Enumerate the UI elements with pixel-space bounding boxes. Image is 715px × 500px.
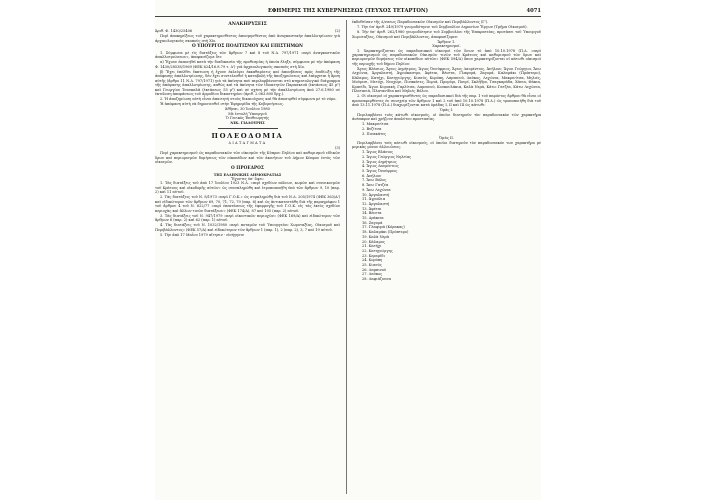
decision-number: Άριθ. Φ. 1430/25406 — [155, 29, 193, 33]
list-item: 16. Ζαγορά — [362, 220, 383, 225]
list-item: 2. Ἅγιος Γεώργιος Νηλείας — [362, 154, 412, 159]
ministry-heading: Ο ΥΠΟΥΡΓΟΣ ΠΟΛΙΤΙΣΜΟΥ ΚΑΙ ΕΠΙΣΤΗΜΩΝ — [192, 43, 303, 49]
list-item: 14. Βένετα — [362, 211, 382, 216]
group-2-title: Ὁμὰς ΙΙ. — [439, 136, 454, 141]
list-item: 15. Δράκεια — [362, 216, 384, 221]
left-column — [155, 20, 340, 238]
list-item: 13. Ἀφέται — [362, 206, 382, 211]
signature-for: Μὲ ἐντολὴ Ὑπουργοῦ — [228, 111, 267, 116]
consideration-item: 2. Τὰς διατάξεις τοῦ Ν. 8/1973 «περὶ Γ.Ο.Κ.» ὡς συμπληρώθη διὰ τοῦ Ν.Δ. 205/1974 (ΦΕΚ 363/Α') καὶ εἰδικώτερον τῶν ἄρθρων 69, 70, 71, 72, 79 (παρ. 6) καὶ ὡς ἀντικατεστάθη διὰ τῆς παραγράφου 1 τοῦ ἄρθρου 4 τοῦ Ν. 622/77 «περὶ ἐπεκτάσεως τῆς ἐφαρμογῆς τοῦ Γ.Ο.Κ. εἰς τὰς ἐκτὸς σχεδίου περιοχὰς καὶ ἄλλων τινῶν διατάξεων» (ΦΕΚ 174/Α), 87 καὶ 105 (παρ. 2) αὐτοῦ. — [155, 195, 340, 213]
column-divider — [346, 20, 347, 494]
list-item: 28. Λαφιάζουσα — [362, 277, 392, 282]
president-subtitle: ΤΗΣ ΕΛΛΗΝΙΚΗΣ ΔΗΜΟΚΡΑΤΙΑΣ — [213, 172, 282, 177]
article-1-subheading: Χαρακτηρισμοί. — [432, 44, 461, 49]
consideration-item: 7. Τὴν ὑπ' ἀριθ. 249/1979 γνωμοδότησιν τοῦ Συμβουλίου Δημοσίων Ἔργων (Τμῆμα Οἰκισμοῦ). — [357, 25, 528, 30]
continued-paragraph: ἐκδοθεῖσαν τῆς Δ/νσεως Παραδοσιακῶν Οἰκισμῶν καὶ Περιβάλλοντος (Γ'). — [352, 20, 489, 24]
article-paragraph: 2. Οἱ οἰκισμοὶ οἱ χαρακτηρισθέντες ὡς παραδοσιακοὶ διὰ τῆς παρ. 1 τοῦ παρόντος ἄρθρου θὰ εἶναι οἱ προαναφερθέντες ἐν συνεχείᾳ τῶν ἄρθρων 1 καὶ 2 τοῦ ἀπὸ 10.10.1978 (Π.Δ.) ὡς τροποποιήθη διὰ τοῦ ἀπὸ 13.11.1978 (Π.Δ.) διαχωρίζονται κατὰ ὁμάδας Ι, ΙΙ καὶ ΙΙΙ ὡς κάτωθι: — [352, 94, 541, 108]
group-1-title: Ὁμὰς Ι. — [439, 108, 454, 113]
consideration-item: 5. Τὴν ἀπὸ 17 Μαΐου 1979 αἴτησιν - εἰσήγησιν — [160, 232, 245, 237]
list-item: 8. Ἄνω Γατζέα — [362, 183, 389, 188]
list-item: 6. Ἀνήλιον — [362, 173, 382, 178]
consideration-item: 8. Τὴν ὑπ' ἀριθ. 262/1980 γνωμοδότησιν τοῦ Συμβουλίου τῆς Ἐπικρατείας, προτάσει τοῦ Ὑπουργοῦ Χωροταξίας, Οἰκισμοῦ καὶ Περιβάλλοντος, ἀποφασίζομεν: — [352, 30, 541, 39]
list-item: 3. Πινακάτες — [362, 131, 386, 136]
header-rule — [155, 16, 541, 17]
section-subtitle-diatagmata: ΔΙΑΤΑΓΜΑΤΑ — [228, 141, 267, 146]
list-item: 21. Κατήχι — [362, 244, 382, 249]
article-1-heading: Ἄρθρον 1. — [437, 39, 456, 44]
decision-number-line — [155, 29, 340, 33]
list-item: 22. Κατηγιώργης — [362, 248, 393, 253]
list-item: 23. Κεραμίδι — [362, 253, 385, 258]
group-2-list — [352, 150, 541, 282]
list-item: 20. Κάλαμος — [362, 239, 385, 244]
decree-ref-line — [155, 146, 340, 150]
decision-paragraph: Ἡ ἀπόφαση αὐτὴ νὰ δημοσιευθεῖ στὴν Ἐφημερίδα τῆς Κυβερνήσεως. — [160, 102, 284, 107]
decision-paragraph: β) Ἔχει ἐπέλθει ἔκπτωση ἡ ἔχουν ἐκλείψει ἐκκαθαρίσεις καὶ ἀποσβέσεις πρὸς ἐπιδίωξη τῆς ἀπόφασης ἀπαλλοτρίωσης, δὲν ἔχει συντελεσθεῖ ἡ καταβολὴ τῆς ἀποζημιώσεως καὶ ἐπέρχεται ἡ ἄρση αὐτῆς (ἄρθρο 11 Ν.Δ. 797/1971) γιὰ τὰ ἀκίνητα ποὺ περιλαμβάνονται στὸ κτηματολογικὸ διάγραμμα τῆς ἀπόφασης ἀπαλλοτρίωσης, καθὼς καὶ τὰ ἀκίνητα τῶν ἰδιοκτητῶν Παρασκευᾶ (ἐκτάσεως 45 μ²) καὶ Γεωργίου Τσουκαλᾶ (ἐκτάσεως 55 μ²) καὶ σὲ σχέση μὲ τὴν ἀπαλλοτρίωση ἀπὸ 27.6.1980 σὲ ἐκτέλεση ἀποφάσεως τοῦ ἀρμοδίου δικαστηρίου (ἀριθ. 2.063.800 δρχ.). — [155, 69, 340, 97]
list-item: 3. Ἅγιος Δημήτριος — [362, 159, 397, 164]
group-1-description: Περιλαμβάνει τοὺς κάτωθι οἰκισμούς, οἱ ὁποῖοι διατηροῦν τὸν παραδοσιακὸν τῶν χαρακτῆρα ἀνέπαφον καὶ χρήζουν ἀπολύτου προστασίας. — [352, 112, 541, 122]
president-title: Ο ΠΡΟΕΔΡΟΣ — [231, 165, 264, 171]
list-item: 18. Καλαμάκι (Πρόπτερο) — [362, 230, 409, 235]
date-line: Ἀθῆναι, 30 Ἰουλίου 1980 — [225, 107, 270, 112]
decision-paragraph: α) Ἔχουν ἐκποιηθεῖ κατὰ τὴν διαδικασία τῆς προθεσμίας ἡ ὁποία ἔληξε, σύμφωνα μὲ τὴν ἀπόφαση Φ. 1430/28538/1969 (ΦΕΚ 624/16.8.79 τ. Δ') γιὰ ἀρχαιολογικοὺς σκοποὺς στὴ Χίο. — [155, 60, 340, 69]
decision-paragraph: 2. Ἡ ἀποζημίωση αὐτὴ εἶναι ἀπαιτητὴ στοὺς δικαιούχους καὶ θὰ ἀποσυρθεῖ σύμφωνα μὲ τὸ νόμο. — [160, 97, 337, 102]
decision-paragraph: 1. Σύμφωνα μὲ τὶς διατάξεις τῶν ἄρθρων 7 καὶ 8 τοῦ Ν.Δ. 797/1971 «περὶ ἀναγκαστικῶν ἀπαλλοτριώσεων», ἀποφασίζομε ὅτι: — [155, 50, 340, 60]
decree-subject: Περὶ χαρακτηρισμοῦ ὡς παραδοσιακῶν τῶν οἰκισμῶν τῆς Κύπρου Πηλίου καὶ καθορισμοῦ εἰδικῶν ὅρων καὶ περιορισμῶν δομήσεως τῶν οἰκοπέδων καὶ τῶν ἀκινήτων τοῦ Δήμου Κύπρου ἐντὸς τῶν οἰκισμῶν. — [155, 151, 340, 165]
header-title: ΕΦΗΜΕΡΙΣ ΤΗΣ ΚΥΒΕΡΝΗΣΕΩΣ (ΤΕΥΧΟΣ ΤΕΤΑΡΤΟΝ) — [267, 8, 429, 14]
consideration-item: 3. Τὰς διατάξεις τοῦ Ν. 947/1979 «περὶ οἰκιστικῶν περιοχῶν» (ΦΕΚ 169/Α) καὶ εἰδικώτερον τῶν ἄρθρων 6 (παρ. 2) καὶ 62 (παρ. 1) αὐτοῦ. — [155, 213, 340, 223]
list-item: 10. Ἀργαλαστή — [362, 192, 390, 197]
right-column — [352, 20, 541, 282]
group-2-description: Περιλαμβάνει τοὺς κάτωθι οἰκισμούς, οἱ ὁποῖοι διατηροῦν τὸν παραδοσιακόν των χαρακτῆρα μὲ μερικὰς μόνον ἀλλοιώσεις. — [352, 140, 541, 150]
page-header — [155, 8, 541, 16]
list-item: 24. Κορόπη — [362, 258, 383, 263]
list-item: 19. Καλὰ Νερά — [362, 234, 390, 239]
list-item: 1. Μακρινίτσα — [362, 122, 389, 127]
consideration-item: 4. Τὰς διατάξεις τοῦ Ν. 1032/1980 «περὶ ποταμῶν τοῦ Ὑπουργείου Χωροταξίας, Οἰκισμοῦ καὶ Περιβάλλοντος» (ΦΕΚ 57/Α) καὶ εἰδικώτερον τῶν ἄρθρων 1 (παρ. 1), 2 (παρ. 2), 3, 7 καὶ 19 αὐτοῦ. — [155, 223, 340, 232]
decree-ref: (3) — [334, 146, 340, 151]
separator-line — [218, 128, 278, 129]
list-item: 5. Ἅγιος Ὀνούφριος — [362, 169, 398, 173]
list-item: 9. Ἄνω Λεχώνια — [362, 187, 391, 192]
signature-name: ΝΙΚ. ΓΙΑΛΟΥΡΗΣ — [230, 120, 265, 125]
list-item: 12. Ἀργαλαστή — [362, 201, 390, 206]
signature-role: Ὁ Γενικὸς Ἐπιθεωρητὴς — [225, 116, 270, 121]
decision-subject: Περὶ ἀποκηρύξεως τοῦ χαρακτηρισθέντος ἀποσμησθέντος ἀπὸ ἀναγκαστικὴν ἀπαλλοτρίωσιν γιὰ ἀρχαιολογικοὺς σκοποὺς στὴ Χίο. — [155, 34, 340, 43]
newspaper-page — [155, 0, 541, 500]
section-title-anakiryxeis: ΑΝΑΚΗΡΥΞΕΙΣ — [228, 21, 267, 27]
list-item: 27. Λαύκος — [362, 272, 383, 277]
list-item: 26. Λαμπινού — [362, 267, 387, 272]
list-item: 11. Ἀγριόλια — [362, 197, 386, 202]
list-item: 1. Ἅγιος Βλάσιος — [362, 150, 394, 155]
list-item: 4. Ἅγιος Λαυρέντιος — [362, 164, 399, 169]
list-item: 25. Κισσός — [362, 263, 382, 268]
list-item: 7. Ἄνω Βόλος — [362, 178, 387, 183]
list-item: 2. Βυζίτσα — [362, 126, 382, 131]
list-item: 17. Γλαφυρά (Κόρακας) — [362, 225, 405, 230]
having-in-mind: Ἔχοντες ὑπ' ὄψει: — [231, 177, 264, 182]
group-1-list — [352, 122, 541, 136]
article-paragraph: 1. Χαρακτηρίζονται ὡς παραδοσιακοὶ οἰκισμοὶ τῶν ὅσων τὸ ἀπὸ 10.10.1978 (Π.Δ. «περὶ χαρακτηρισμοῦ ὡς παραδοσιακῶν Οἰκισμῶν τινῶν τοῦ Κράτους καὶ καθορισμοῦ τῶν ὅρων καὶ περιορισμῶν δομήσεως τῶν οἰκοπέδων αὐτῶν» (ΦΕΚ 594/Δ) ὅπου χαρακτηρίζονται οἱ κάτωθι οἰκισμοὶ τῆς περιοχῆς τοῦ δήμου Πηλίου: — [352, 48, 541, 66]
section-title-poleodomia: ΠΟΛΕΟΔΟΜΙΑ — [211, 132, 284, 141]
article-paragraph: Ἅγιος Βλάσιος, Ἅγιος Δημήτριος, Ἅγιος Ὀνούφριος, Ἅγιος Λαυρέντιος, Ἀνήλιον, Ἅγιοι Γεώργιοι, Ἄνω Λεχώνια, Ἀργαλαστή, Ἀγριόκαστρο, Ἀφέται, Βένετα, Γλαφυρά, Ζαγορά, Καλαμάκι (Πρόπτερο), Κάλαμος, Κατήχι, Κατηγιώργης, Κισσός, Κορόπη, Λαμπινού, Λαύκος, Λεχώνια, Μακρινίτσα, Μηλιές, Μούρεσι, Μετόχι, Νεοχώρι, Πινακάτες, Ποριά, Προμύρι, Πουρί, Σκλήθρο, Τσαγκαράδα, Χάνια, Φάκια, Κρανίδι, Ἅγιοι Κυριακή, Γαρλίτσα, Λαμπινού, Κουκουλάκια, Καλὰ Νερά, Κάτω Γατζέα, Κάτω Λεχώνια, Πλατανιά, Πλατανίδια καὶ Μηλιὲς Βόλου. — [352, 66, 541, 94]
decision-ref: (2) — [334, 29, 340, 33]
consideration-item: 1. Τὰς διατάξεις τοῦ ἀπὸ 17 Ἰουλίου 1923 Ν.Δ. «περὶ σχεδίων πόλεων, κωμῶν καὶ συνοικισμῶν τοῦ Κράτους καὶ οἰκοδομῆς αὐτῶν» ὡς συνεπληρώθη καὶ ἐτροποποιήθη ὑπὸ τῶν ἄρθρων 9, 10 (παρ. 2) καὶ 11 αὐτοῦ. — [155, 181, 340, 195]
page-number: 4071 — [526, 8, 541, 14]
